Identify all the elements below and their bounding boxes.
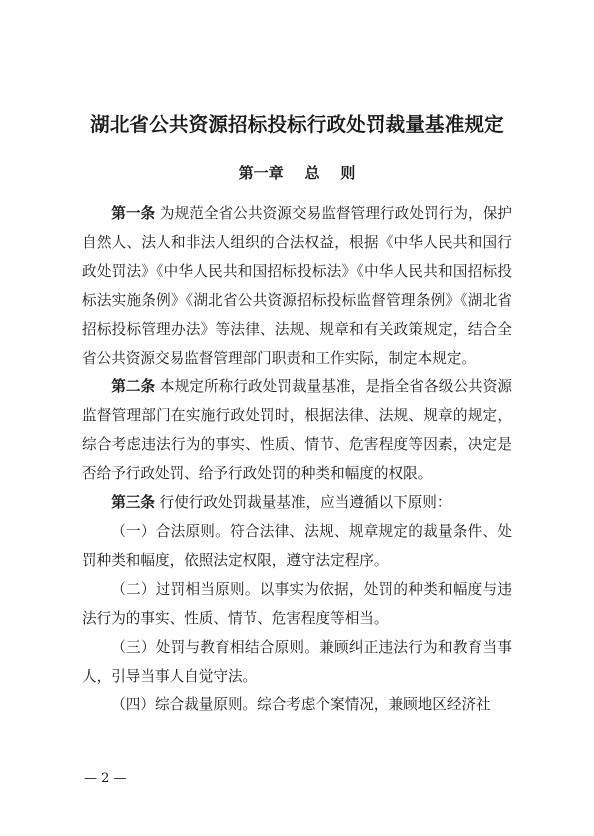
paragraph-text: 为规范全省公共资源交易监督管理行政处罚行为，保护自然人、法人和非法人组织的合法权益，根据《中华人民共和国行政处罚法》《中华人民共和国招标投标法》《中华人民共和国招标投标法实施条例》《湖北省公共资源招标投标监督管理条例》《湖北省招标投标管理办法》等法律、法规、规章和有关政策规定，结合全省公共资源交易监督管理部门职责和工作实际，制定本规定。	[82, 205, 512, 367]
article-number: 第三条	[111, 494, 155, 512]
paragraph-text: （二）过罚相当原则。以事实为依据，处罚的种类和幅度与违法行为的事实、性质、情节、危害程度等相当。	[82, 580, 512, 627]
paragraph-text: （三）处罚与教育相结合原则。兼顾纠正违法行为和教育当事人，引导当事人自觉守法。	[82, 638, 512, 685]
paragraph-text: （四）综合裁量原则。综合考虑个案情况，兼顾地区经济社	[111, 696, 491, 714]
paragraph-text: 行使行政处罚裁量基准，应当遵循以下原则：	[154, 494, 452, 512]
document-title: 湖北省公共资源招标投标行政处罚裁量基准规定	[90, 113, 504, 136]
paragraph-text: （一）合法原则。符合法律、法规、规章规定的裁量条件、处罚种类和幅度，依照法定权限，遵守法定程序。	[82, 522, 512, 569]
article-number: 第二条	[111, 378, 156, 396]
page-number: — 2 —	[84, 771, 127, 786]
paragraph-principle-3	[82, 634, 512, 692]
article-number: 第一条	[111, 205, 156, 222]
paragraph-principle-4	[82, 691, 512, 720]
paragraph-text: 本规定所称行政处罚裁量基准，是指全省各级公共资源监督管理部门在实施行政处罚时，根据法律、法规、规章的规定，综合考虑违法行为的事实、性质、情节、危害程度等因素，决定是否给予行政处罚、给予行政处罚的种类和幅度的权限。	[82, 378, 512, 483]
paragraph-principle-2	[82, 576, 512, 634]
document-body	[82, 200, 512, 720]
paragraph-article-2	[82, 373, 512, 489]
paragraph-principle-1	[82, 518, 512, 576]
paragraph-article-3	[82, 489, 512, 518]
chapter-heading: 第一章 总 则	[238, 164, 356, 182]
paragraph-article-1	[82, 200, 512, 373]
